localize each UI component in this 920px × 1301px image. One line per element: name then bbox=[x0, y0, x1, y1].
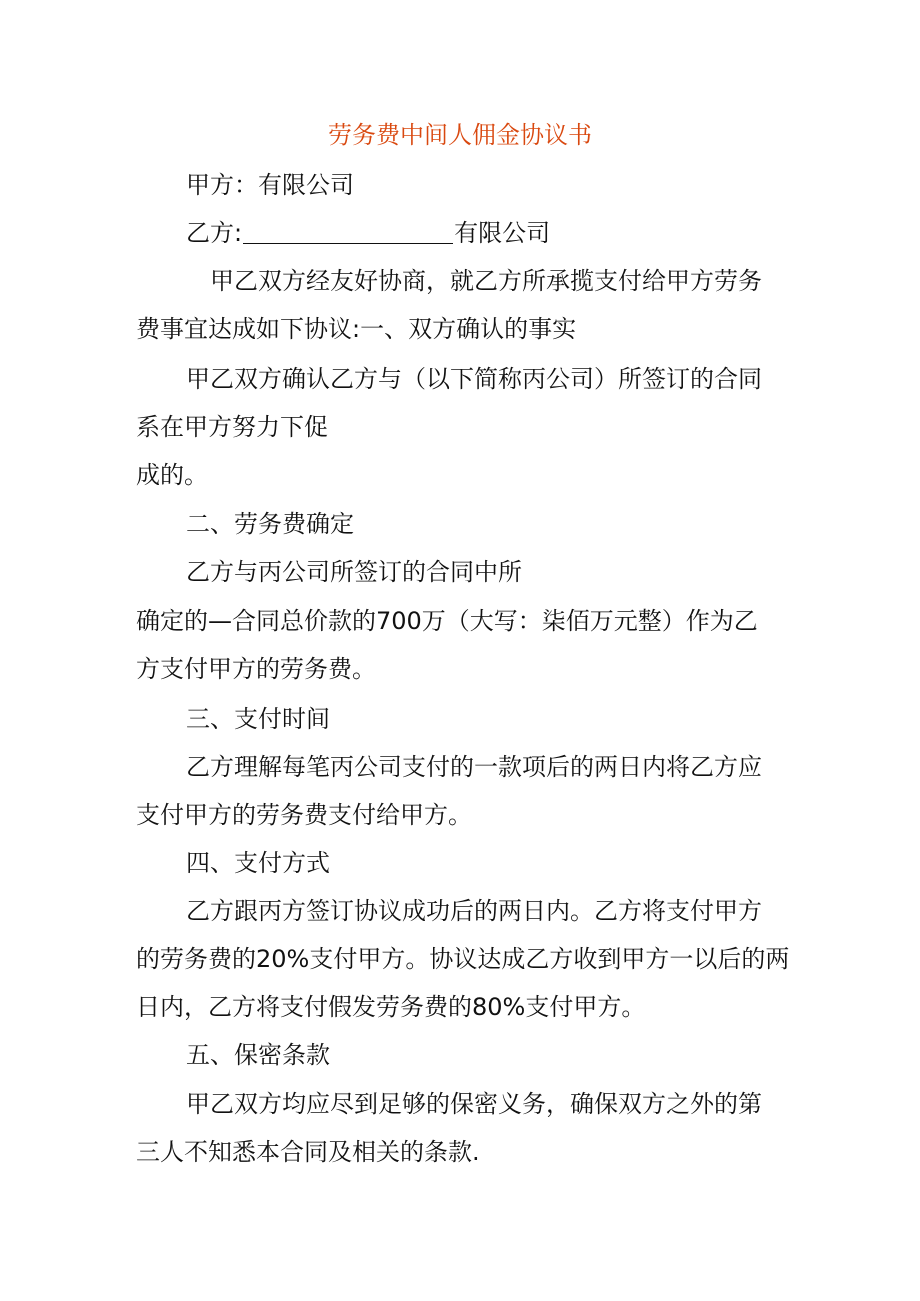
paragraph-line: 甲乙双方均应尽到足够的保密义务，确保双方之外的第 bbox=[186, 1090, 762, 1118]
paragraph-line: 三人不知悉本合同及相关的条款. bbox=[136, 1138, 480, 1166]
paragraph-line: 系在甲方努力下促 bbox=[136, 413, 328, 441]
section-heading: 四、支付方式 bbox=[186, 849, 330, 877]
paragraph-line: 确定的—合同总价款的700万（大写：柒佰万元整）作为乙 bbox=[136, 607, 758, 635]
paragraph-line: 日内，乙方将支付假发劳务费的80%支付甲方。 bbox=[136, 993, 646, 1021]
paragraph-line: 方支付甲方的劳务费。 bbox=[136, 655, 376, 683]
section-heading: 二、劳务费确定 bbox=[186, 510, 354, 538]
paragraph-line: 费事宜达成如下协议:一、双方确认的事实 bbox=[136, 315, 577, 343]
paragraph-line: 成的。 bbox=[136, 461, 208, 489]
party-b-name-blank bbox=[243, 219, 453, 244]
section-heading: 三、支付时间 bbox=[186, 705, 330, 733]
party-b-line bbox=[186, 216, 550, 250]
party-b-suffix: 有限公司 bbox=[454, 219, 551, 247]
paragraph-line: 的劳务费的20%支付甲方。协议达成乙方收到甲方一以后的两 bbox=[136, 945, 790, 973]
party-a-line: 甲方：有限公司 bbox=[186, 171, 354, 199]
paragraph-line: 甲乙双方经友好协商，就乙方所承揽支付给甲方劳务 bbox=[210, 267, 762, 295]
party-b-prefix: 乙方: bbox=[186, 219, 243, 247]
paragraph-line: 乙方与丙公司所签订的合同中所 bbox=[186, 558, 522, 586]
section-heading: 五、保密条款 bbox=[186, 1041, 330, 1069]
paragraph-line: 乙方跟丙方签订协议成功后的两日内。乙方将支付甲方 bbox=[186, 897, 762, 925]
paragraph-line: 支付甲方的劳务费支付给甲方。 bbox=[136, 801, 472, 829]
paragraph-line: 乙方理解每笔丙公司支付的一款项后的两日内将乙方应 bbox=[186, 753, 762, 781]
paragraph-line: 甲乙双方确认乙方与（以下简称丙公司）所签订的合同 bbox=[186, 365, 762, 393]
document-title: 劳务费中间人佣金协议书 bbox=[328, 121, 592, 149]
